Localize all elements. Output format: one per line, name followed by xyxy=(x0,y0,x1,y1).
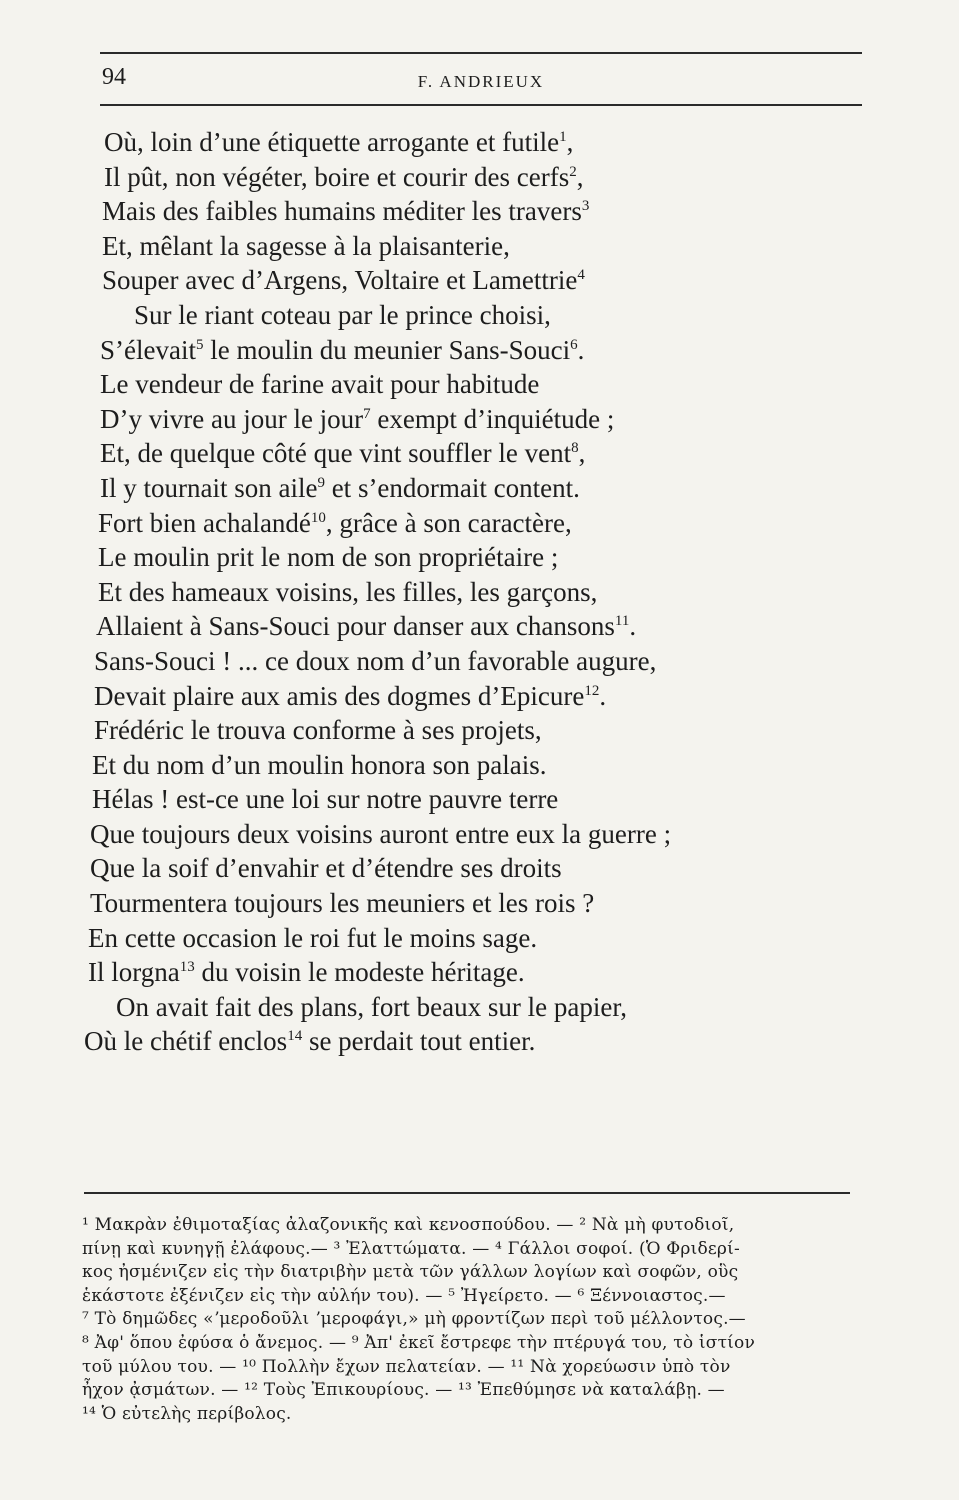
verse-line xyxy=(84,886,874,921)
verse-text: et s’endormait content. xyxy=(324,472,580,503)
verse-text: Où, loin d’une étiquette arrogante et futile xyxy=(104,127,560,157)
header-rule-bottom xyxy=(100,104,862,106)
footnote-marker: 7 xyxy=(363,405,371,422)
verse-text: D’y vivre au jour le jour xyxy=(100,403,364,434)
verse-line xyxy=(84,955,874,990)
verse-text: Le moulin prit le nom de son propriétaire ; xyxy=(98,542,559,573)
footnote-marker: 10 xyxy=(310,509,326,526)
verse-text: , xyxy=(566,127,574,157)
verse-line xyxy=(84,298,874,333)
verse-line xyxy=(84,990,874,1025)
header-rule-top xyxy=(100,52,862,54)
footnote-line: ἦχον ᾀσμάτων. — ¹² Τοὺς Ἐπικουρίους. — ¹³ Ἐπεθύμησε νὰ καταλάβῃ. — xyxy=(82,1380,725,1401)
footnote-marker: 12 xyxy=(584,682,600,699)
footnotes xyxy=(82,1214,862,1426)
verse-line xyxy=(84,229,874,264)
footnote-marker: 5 xyxy=(195,336,204,353)
verse-text: exempt d’inquiétude ; xyxy=(370,403,615,434)
footnote-line: ¹ Μακρὰν ἐθιμοταξίας ἀλαζονικῆς καὶ κενοσπούδου. — ² Νὰ μὴ φυτοδιοῖ, xyxy=(82,1215,735,1235)
footnote-marker: 11 xyxy=(614,613,630,630)
running-head: F. ANDRIEUX xyxy=(417,72,545,91)
verse-text: Tourmentera toujours les meuniers et les rois ? xyxy=(90,888,595,919)
footnote-separator xyxy=(84,1192,850,1194)
footnote-marker: 4 xyxy=(577,267,585,284)
verse-line xyxy=(84,921,874,956)
verse-text: Et des hameaux voisins, les filles, les garçons, xyxy=(98,576,598,607)
verse-line xyxy=(84,782,874,817)
footnote-marker: 1 xyxy=(559,129,567,145)
verse-text: Hélas ! est-ce une loi sur notre pauvre terre xyxy=(92,784,559,815)
verse-line xyxy=(84,575,874,610)
verse-text: . xyxy=(599,680,607,711)
verse-line xyxy=(84,436,874,471)
footnote-line: ¹⁴ Ὁ εὐτελὴς περίβολος. xyxy=(82,1403,292,1424)
verse-line xyxy=(84,609,874,644)
verse-text: Il lorgna xyxy=(88,957,180,988)
verse-text: Souper avec d’Argens, Voltaire et Lamettrie xyxy=(102,265,578,296)
footnote-marker: 3 xyxy=(581,198,590,215)
verse-text: Et, mêlant la sagesse à la plaisanterie, xyxy=(102,230,510,261)
verse-line xyxy=(84,125,874,160)
verse-line xyxy=(84,644,874,679)
verse-line xyxy=(84,194,874,229)
verse-text: le moulin du meunier Sans-Souci xyxy=(203,334,571,365)
verse-line xyxy=(84,402,874,437)
footnote-line: τοῦ μύλου του. — ¹⁰ Πολλὴν ἔχων πελατείαν. — ¹¹ Νὰ χορεύωσιν ὑπὸ τὸν xyxy=(82,1356,731,1377)
verse-line xyxy=(84,679,874,714)
verse-text: Et, de quelque côté que vint souffler le vent xyxy=(100,438,572,469)
footnote-marker: 2 xyxy=(569,163,577,180)
footnote-line: ⁸ Ἀφ' ὅπου ἐφύσα ὁ ἄνεμος. — ⁹ Ἀπ' ἐκεῖ ἔστρεφε τὴν πτέρυγά του, τὸ ἱστίον xyxy=(82,1332,756,1353)
footnote-line: κος ἠσμένιζεν εἰς τὴν διατριβὴν μετὰ τῶν γάλλων λογίων καὶ σοφῶν, οὓς xyxy=(82,1262,739,1283)
verse-text: , xyxy=(578,438,586,469)
verse-text: Sur le riant coteau par le prince choisi, xyxy=(134,299,551,330)
footnote-marker: 13 xyxy=(179,959,195,976)
verse-text: Et du nom d’un moulin honora son palais. xyxy=(92,749,547,780)
verse-text: Allaient à Sans-Souci pour danser aux chansons xyxy=(96,611,615,642)
verse-text: Le vendeur de farine avait pour habitude xyxy=(100,369,540,400)
verse-line xyxy=(84,333,874,368)
verse-line xyxy=(84,160,874,195)
page-header xyxy=(100,58,862,104)
footnote-marker: 8 xyxy=(571,440,579,457)
verse-text: Il pût, non végéter, boire et courir des cerfs xyxy=(104,161,570,192)
verse-text: S’élevait xyxy=(100,334,196,365)
footnote-line: ⁷ Τὸ δημῶδες «ʼμεροδοῦλι ʼμεροφάγι,» μὴ φροντίζων περὶ τοῦ μέλλοντος.— xyxy=(82,1309,746,1330)
verse-text: Où le chétif enclos xyxy=(84,1026,288,1057)
page-number: 94 xyxy=(102,64,126,90)
footnote-line: ἑκάστοτε ἐξένιζεν εἰς τὴν αὐλήν του). — ⁵ Ἠγείρετο. — ⁶ Ξέννοιαστος.— xyxy=(82,1285,726,1306)
verse-text: Frédéric le trouva conforme à ses projets, xyxy=(94,715,542,746)
verse-line xyxy=(84,540,874,575)
verse-text: En cette occasion le roi fut le moins sage. xyxy=(88,922,538,953)
verse-text: Fort bien achalandé xyxy=(98,507,311,538)
verse-line xyxy=(84,713,874,748)
verse-text: se perdait tout entier. xyxy=(302,1026,536,1057)
verse-line xyxy=(84,1024,874,1059)
verse-line xyxy=(84,506,874,541)
verse-line xyxy=(84,817,874,852)
verse-text: Devait plaire aux amis des dogmes d’Epicure xyxy=(94,680,585,711)
verse-text: Que la soif d’envahir et d’étendre ses droits xyxy=(90,853,562,884)
verse-line xyxy=(84,367,874,402)
verse-text: . xyxy=(629,611,637,642)
verse-text: Que toujours deux voisins auront entre eux la guerre ; xyxy=(90,818,672,849)
verse-text: . xyxy=(577,334,585,365)
verse-text: du voisin le modeste héritage. xyxy=(194,957,525,988)
verse-text: , xyxy=(576,161,584,192)
verse-line xyxy=(84,263,874,298)
verse-line xyxy=(84,471,874,506)
poem-text xyxy=(84,125,874,1059)
verse-line xyxy=(84,748,874,783)
verse-text: Mais des faibles humains méditer les travers xyxy=(102,196,582,227)
verse-text: Sans-Souci ! ... ce doux nom d’un favorable augure, xyxy=(94,645,657,676)
verse-text: On avait fait des plans, fort beaux sur le papier, xyxy=(116,991,627,1022)
footnote-marker: 14 xyxy=(287,1028,303,1045)
footnote-marker: 9 xyxy=(317,474,325,491)
verse-text: Il y tournait son aile xyxy=(100,472,318,503)
verse-line xyxy=(84,851,874,886)
verse-text: , grâce à son caractère, xyxy=(325,507,572,538)
footnote-marker: 6 xyxy=(570,336,578,353)
footnote-line: πίνῃ καὶ κυνηγῇ ἐλάφους.— ³ Ἐλαττώματα. — ⁴ Γάλλοι σοφοί. (Ὁ Φριδερί- xyxy=(82,1238,740,1259)
